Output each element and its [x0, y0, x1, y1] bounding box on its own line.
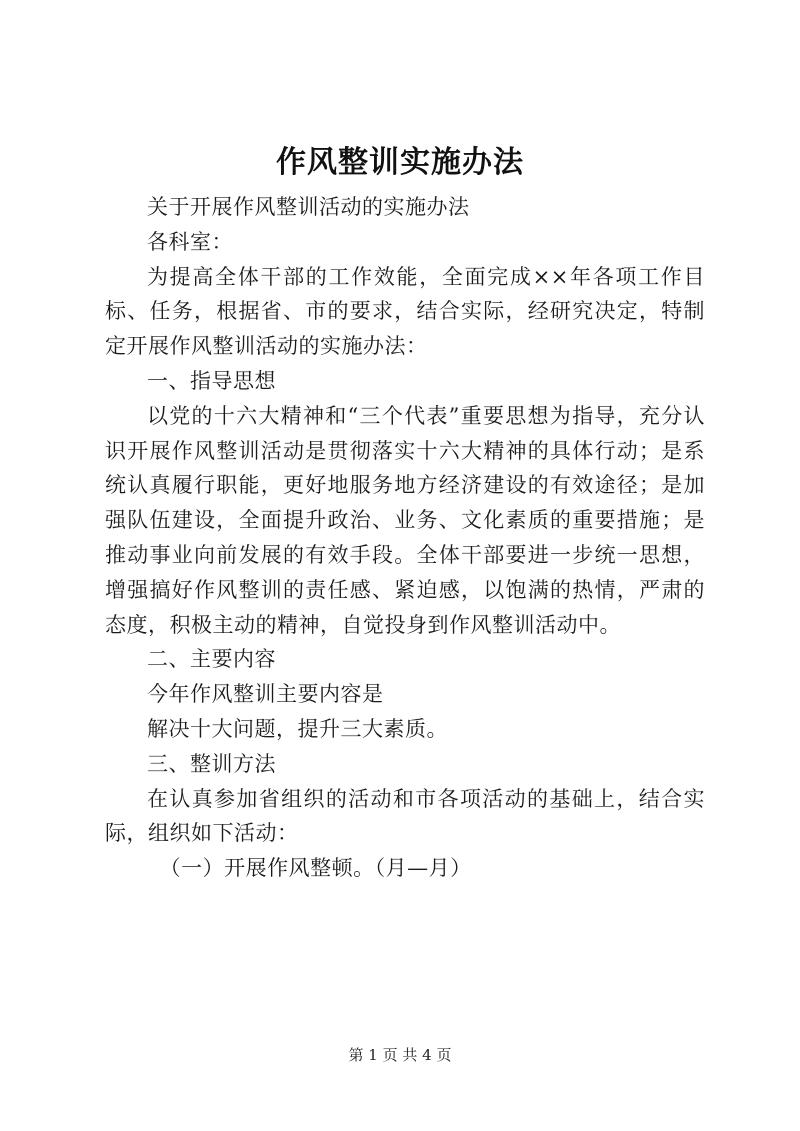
guiding-ideology-paragraph: 以党的十六大精神和“三个代表”重要思想为指导，充分认识开展作风整训活动是贯彻落实十六大精神的具体行动；是系统认真履行职能，更好地服务地方经济建设的有效途径；是加强队伍建设，全面提升政治、业务、文化素质的重要措施；是推动事业向前发展的有效手段。全体干部要进一步统一思想，增强搞好作风整训的责任感、紧迫感，以饱满的热情，严肃的态度，积极主动的精神，自觉投身到作风整训活动中。: [105, 403, 705, 637]
document-title: 作风整训实施办法: [276, 145, 524, 180]
section-heading-guiding-ideology: 一、指导思想: [147, 368, 276, 393]
activity-item-1: （一）开展作风整顿。（月—月）: [159, 856, 472, 881]
document-body: [105, 190, 705, 886]
section-heading-training-method: 三、整训方法: [147, 751, 276, 776]
intro-paragraph: 为提高全体干部的工作效能，全面完成××年各项工作目标、任务，根据省、市的要求，结合实际，经研究决定，特制定开展作风整训活动的实施办法：: [105, 264, 705, 359]
section-heading-main-content: 二、主要内容: [147, 647, 276, 672]
main-content-paragraph: 今年作风整训主要内容是: [147, 682, 384, 707]
main-content-detail: 解决十大问题，提升三大素质。: [147, 716, 448, 741]
training-method-paragraph: 在认真参加省组织的活动和市各项活动的基础上，结合实际，组织如下活动：: [105, 786, 705, 846]
page-footer: 第 1 页 共 4 页: [348, 1046, 452, 1064]
subject-line: 关于开展作风整训活动的实施办法: [147, 195, 470, 219]
salutation: 各科室：: [147, 229, 233, 254]
